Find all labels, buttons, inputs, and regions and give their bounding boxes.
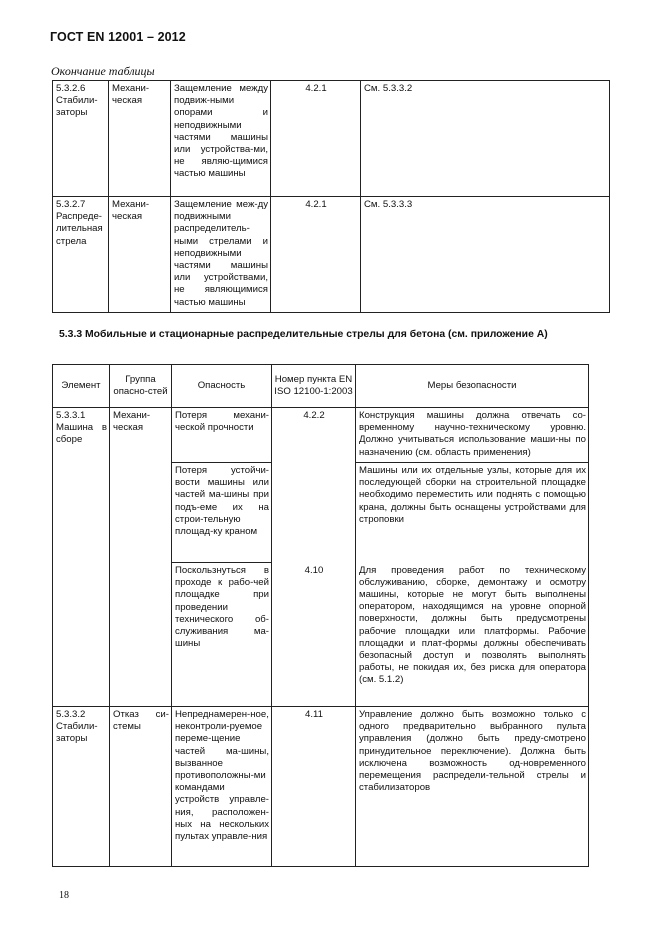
group-cell: Механи-ческая: [109, 197, 171, 313]
measures-cell: См. 5.3.3.3: [361, 197, 610, 313]
clause-cell: 4.2.1: [271, 81, 361, 197]
hazard-cell: Защемление меж-ду подвижными распределитель-ными стрелами и неподвижными частями машины или устройствами, не являющимися частью машины: [171, 197, 271, 313]
table-row: [53, 81, 610, 197]
measures-cell: Для проведения работ по техническому обслуживанию, сборке, демонтажу и осмотру машины, которые не могут быть выполнены оператором, находящимся на уровне опорной поверхности, должны быть предусмотрены рабочие площадки или платформы. Рабочие площадки и плат-формы должны обеспечивать безопасный доступ и позволять выполнять работы, не покидая их, без риска для оператора (см. 5.1.2): [356, 563, 589, 707]
header-clause: Номер пункта EN ISO 12100-1:2003: [272, 365, 356, 408]
table-row: [53, 408, 589, 463]
clause-cell: 4.2.1: [271, 197, 361, 313]
table-row: [53, 707, 589, 867]
hazard-cell: Потеря устойчи-вости машины или частей ма-шины при подъ-еме их на строи-тельную площад-ку краном: [172, 463, 272, 563]
element-cell: 5.3.2.7 Распреде-лительная стрела: [53, 197, 109, 313]
hazard-cell: Потеря механи-ческой прочности: [172, 408, 272, 463]
hazard-table: [52, 364, 589, 867]
measures-cell: См. 5.3.3.2: [361, 81, 610, 197]
measures-cell: Конструкция машины должна отвечать со-временному научно-техническому уровню. Должно учитываться использование маши-ны по назначению (см. область применения): [356, 408, 589, 463]
header-group: Группа опасно-стей: [110, 365, 172, 408]
measures-cell: Машины или их отдельные узлы, которые для их последующей сборки на строительной площадке необходимо переместить или поднять с помощью крана, должны быть оснащены устройствами для строповки: [356, 463, 589, 563]
header-measures: Меры безопасности: [356, 365, 589, 408]
table-caption: Окончание таблицы: [51, 64, 155, 78]
group-cell: Механи-ческая: [109, 81, 171, 197]
table-row: [53, 197, 610, 313]
hazard-table-continued: [52, 80, 610, 313]
element-cell: 5.3.2.6 Стабили-заторы: [53, 81, 109, 197]
hazard-cell: Защемление между подвиж-ными опорами и неподвижными частями машины или устройства-ми, не являю-щимися частью машины: [171, 81, 271, 197]
measures-cell: Управление должно быть возможно только с одного предварительно выбранного пульта управления (должно быть преду-смотрено принудительное переключение). Должна быть исключена возможность од-новременного перемещения распредели-тельной стрелы и стабилизаторов: [356, 707, 589, 867]
group-cell: Механи-ческая: [110, 408, 172, 707]
element-cell: 5.3.3.2 Стабили-заторы: [53, 707, 110, 867]
clause-cell: 4.2.2: [272, 408, 356, 463]
document-header: ГОСТ EN 12001 – 2012: [50, 30, 186, 44]
hazard-cell: Непреднамерен-ное, неконтроли-руемое переме-щение частей ма-шины, вызванное противоположны-ми командами устройств управле-ния, расположен-ных на нескольких пультах управле-ния: [172, 707, 272, 867]
clause-cell: 4.10: [272, 563, 356, 707]
table-header-row: [53, 365, 589, 408]
group-cell: Отказ си-стемы: [110, 707, 172, 867]
hazard-cell: Поскользнуться в проходе к рабо-чей площадке при проведении технического об-служивания ма-шины: [172, 563, 272, 707]
clause-cell: [272, 463, 356, 563]
page-number: 18: [59, 890, 69, 901]
clause-cell: 4.11: [272, 707, 356, 867]
header-element: Элемент: [53, 365, 110, 408]
section-title: 5.3.3 Мобильные и стационарные распределительные стрелы для бетона (см. приложение А): [59, 329, 548, 340]
header-hazard: Опасность: [172, 365, 272, 408]
element-cell: 5.3.3.1 Машина в сборе: [53, 408, 110, 707]
